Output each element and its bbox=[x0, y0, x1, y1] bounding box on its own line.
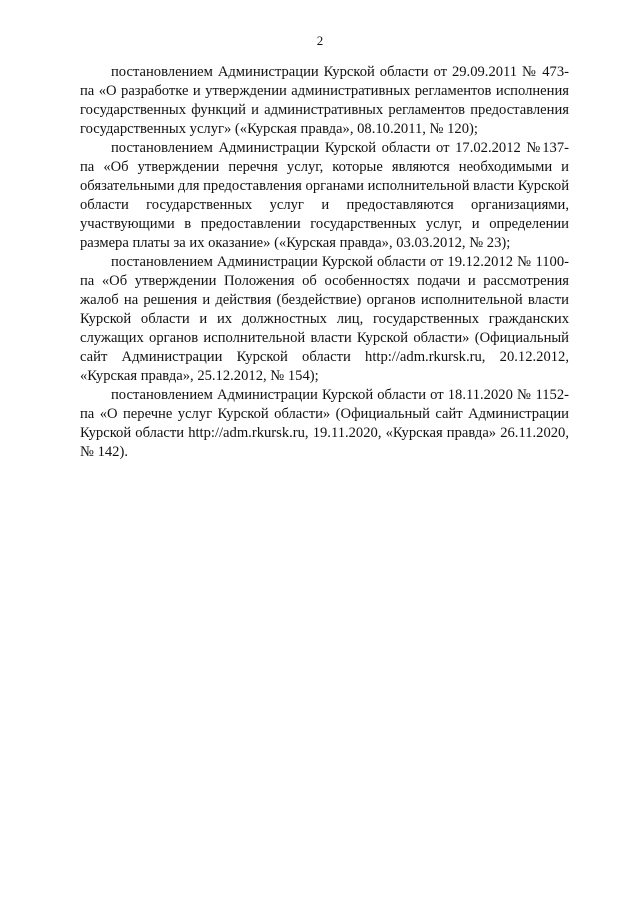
paragraph-resolution-137: постановлением Администрации Курской области от 17.02.2012 №137-па «Об утверждении перечня услуг, которые являются необходимыми и обязательными для предоставления органами исполнительной власти Курской области государственных услуг и предоставляются организациями, участвующими в предоставлении государственных услуг, и определении размера платы за их оказание» («Курская правда», 03.03.2012, № 23); bbox=[80, 140, 569, 251]
paragraph-resolution-473: постановлением Администрации Курской области от 29.09.2011 № 473-па «О разработке и утверждении административных регламентов исполнения государственных функций и административных регламентов предоставления государственных услуг» («Курская правда», 08.10.2011, № 120); bbox=[80, 64, 569, 137]
paragraph-resolution-1100: постановлением Администрации Курской области от 19.12.2012 № 1100-па «Об утверждении Положения об особенностях подачи и рассмотрения жалоб на решения и действия (бездействие) органов исполнительной власти Курской области и их должностных лиц, государственных гражданских служащих органов исполнительной власти Курской области» (Официальный сайт Администрации Курской области http://adm.rkursk.ru, 20.12.2012, «Курская правда», 25.12.2012, № 154); bbox=[80, 254, 569, 384]
paragraph-resolution-1152: постановлением Администрации Курской области от 18.11.2020 № 1152-па «О перечне услуг Курской области» (Официальный сайт Администрации Курской области http://adm.rkursk.ru, 19.11.2020, «Курская правда» 26.11.2020, № 142). bbox=[80, 387, 569, 460]
document-body bbox=[80, 63, 569, 462]
page-number: 2 bbox=[316, 33, 324, 48]
